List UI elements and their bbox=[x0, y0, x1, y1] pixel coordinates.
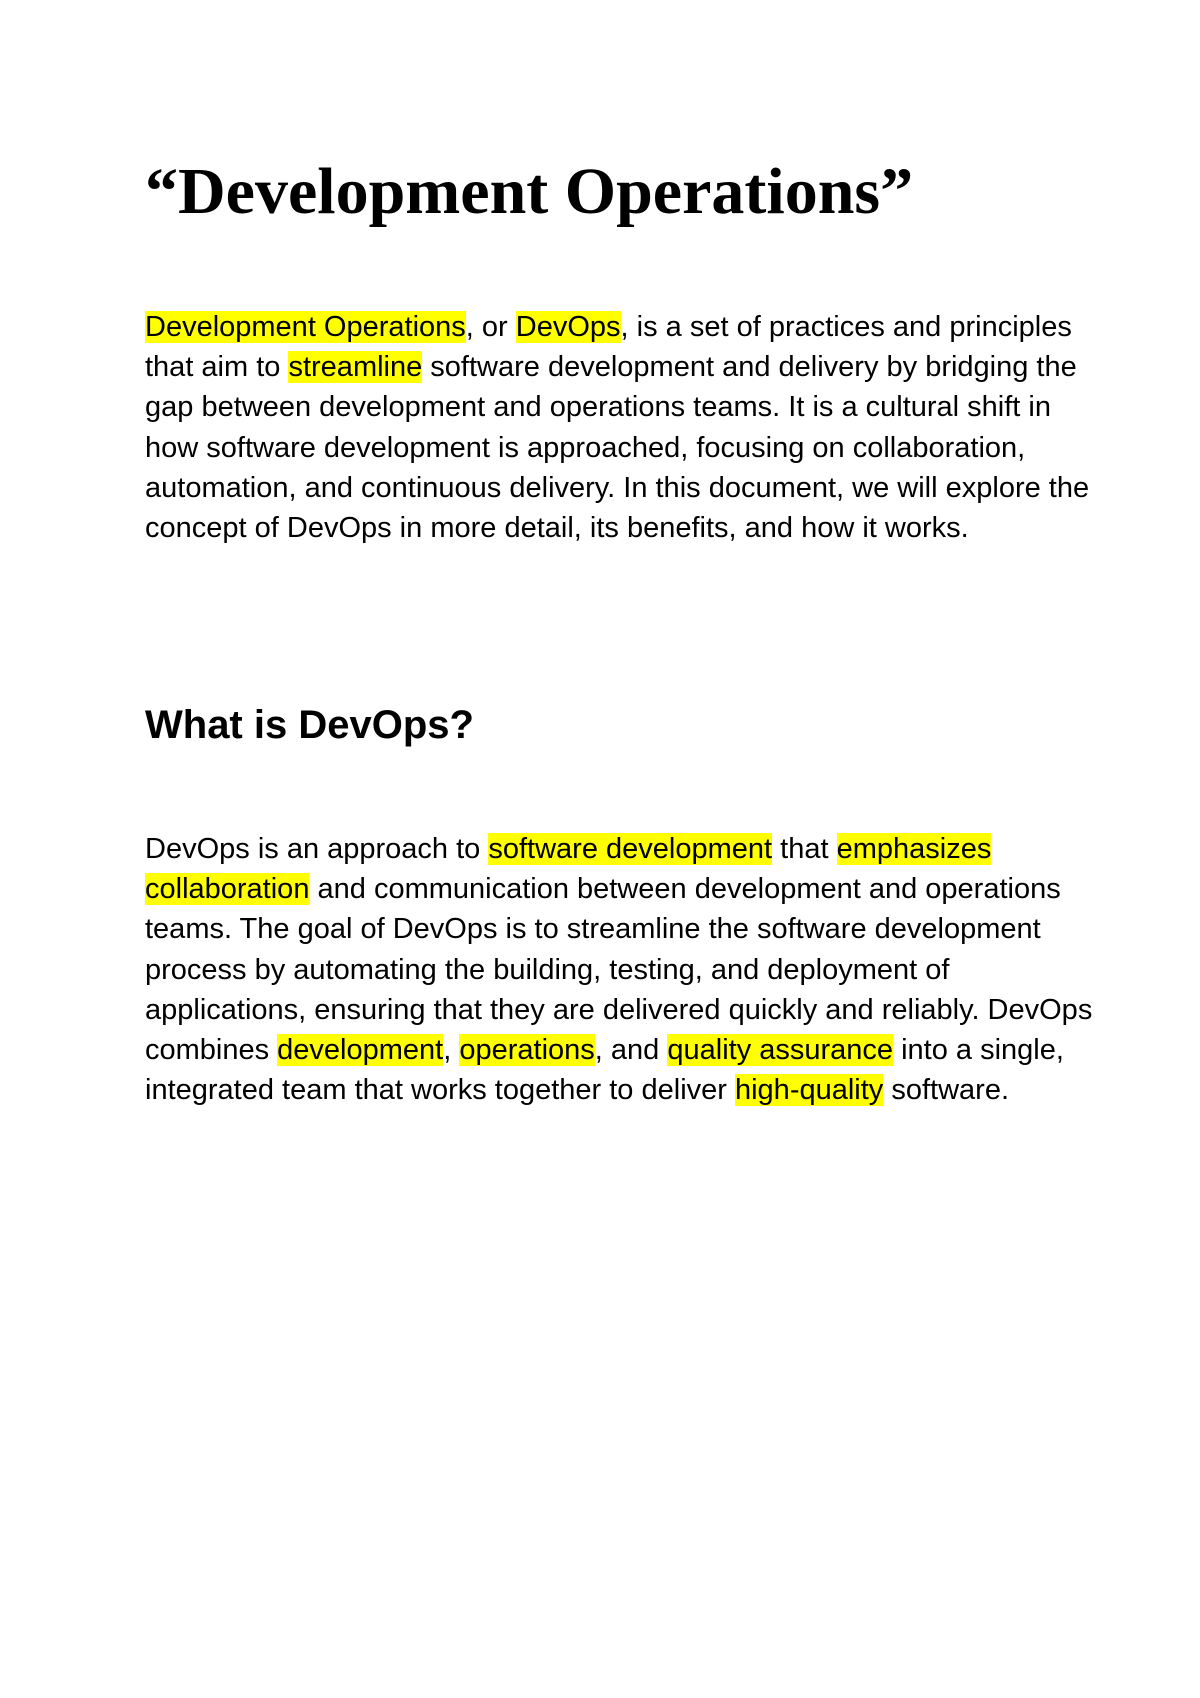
highlight-operations: operations bbox=[459, 1034, 595, 1067]
section-heading: What is DevOps? bbox=[145, 703, 474, 747]
highlight-devops: DevOps bbox=[515, 311, 621, 343]
section-text-4: , bbox=[443, 1034, 460, 1067]
section-text-1: DevOps is an approach to bbox=[145, 833, 489, 865]
highlight-streamline: streamline bbox=[288, 351, 423, 384]
document-title: “Development Operations” bbox=[145, 155, 914, 228]
section-text-3: and communication between development and operations teams. The goal of DevOps is to streamline the software development process by automating the building, testing, and deployment of applications, ensuring that they are delivered quickly and reliably. DevOps combines bbox=[145, 873, 1093, 1067]
highlight-development: development bbox=[277, 1034, 444, 1067]
section-text-6: into a single, integrated team that works together to deliver bbox=[145, 1034, 1064, 1107]
intro-paragraph bbox=[145, 307, 1105, 548]
intro-text-1: , or bbox=[465, 311, 516, 343]
section-text-2: that bbox=[772, 833, 837, 865]
highlight-development-operations: Development Operations bbox=[145, 311, 466, 343]
intro-text-3: software development and delivery by bridging the gap between development and operations teams. It is a cultural shift in how software development is approached, focusing on collaboration, automation, and continuous delivery. In this document, we will explore the concept of DevOps in more detail, its benefits, and how it works. bbox=[145, 351, 1090, 545]
highlight-quality-assurance: quality assurance bbox=[667, 1034, 894, 1067]
section-text-5: , and bbox=[594, 1034, 668, 1067]
highlight-high-quality: high-quality bbox=[734, 1074, 884, 1107]
intro-text-2: , is a set of practices and principles that aim to bbox=[145, 311, 1072, 384]
section-paragraph bbox=[145, 829, 1105, 1110]
highlight-emphasizes-collaboration: emphasizes collaboration bbox=[145, 833, 992, 906]
highlight-software-development: software development bbox=[488, 833, 773, 865]
section-text-7: software. bbox=[883, 1074, 1010, 1107]
